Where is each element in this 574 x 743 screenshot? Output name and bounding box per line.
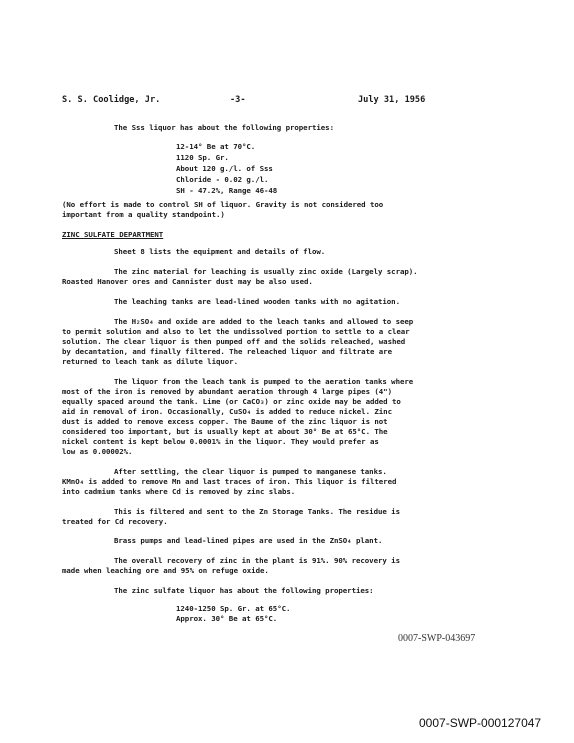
note-line: (No effort is made to control SH of liquor. Gravity is not considered too — [62, 200, 384, 209]
paragraph-line: Brass pumps and lead-lined pipes are used in the ZnSO₄ plant. — [114, 536, 383, 545]
property-line: Chloride - 0.02 g./l. — [176, 175, 269, 184]
note-line: important from a quality standpoint.) — [62, 210, 225, 219]
paragraph-line: treated for Cd recovery. — [62, 517, 168, 526]
bates-stamp-original: 0007-SWP-043697 — [398, 633, 476, 644]
paragraph-line: The H₂SO₄ and oxide are added to the leach tanks and allowed to seep — [114, 317, 414, 326]
paragraph-line: dust is added to remove excess copper. The Baume of the zinc liquor is not — [62, 417, 388, 426]
property-line: 12-14° Be at 70°C. — [176, 142, 256, 151]
paragraph-line: considered too important, but is usually kept at about 30° Be at 65°C. The — [62, 427, 388, 436]
paragraph-line: into cadmium tanks where Cd is removed by zinc slabs. — [62, 487, 296, 496]
property-line: About 120 g./l. of Sss — [176, 164, 273, 173]
paragraph-line: The leaching tanks are lead-lined wooden tanks with no agitation. — [114, 297, 400, 306]
paragraph-line: nickel content is kept below 0.0001% in the liquor. They would prefer as — [62, 437, 379, 446]
paragraph-line: KMnO₄ is added to remove Mn and last traces of iron. This liquor is filtered — [62, 477, 397, 486]
letter-header — [62, 95, 522, 109]
paragraph-line: by decantation, and finally filtered. The releached liquor and filtrate are — [62, 347, 392, 356]
paragraph-line: equally spaced around the tank. Lime (or CaCO₃) or zinc oxide may be added to — [62, 397, 401, 406]
section-heading: ZINC SULFATE DEPARTMENT — [62, 230, 164, 239]
paragraph-line: to permit solution and also to let the undissolved portion to settle to a clear — [62, 327, 410, 336]
bates-stamp: 0007-SWP-000127047 — [419, 716, 542, 730]
paragraph-line: Roasted Hanover ores and Cannister dust may be also used. — [62, 277, 313, 286]
paragraph-line: low as 0.00002%. — [62, 447, 133, 456]
paragraph-line: The zinc material for leaching is usually zinc oxide (Largely scrap). — [114, 267, 418, 276]
intro-line: The Sss liquor has about the following properties: — [114, 123, 334, 132]
paragraph-line: The zinc sulfate liquor has about the following properties: — [114, 586, 374, 595]
property-line: 1240-1250 Sp. Gr. at 65°C. — [176, 604, 291, 613]
paragraph-line: aid in removal of iron. Occasionally, CuSO₄ is added to reduce nickel. Zinc — [62, 407, 392, 416]
paragraph-line: Sheet 8 lists the equipment and details of flow. — [114, 247, 326, 256]
paragraph-line: returned to leach tank as dilute liquor. — [62, 357, 238, 366]
paragraph-line: After settling, the clear liquor is pumped to manganese tanks. — [114, 467, 387, 476]
paragraph-line: solution. The clear liquor is then pumped off and the solids releached, washed — [62, 337, 406, 346]
paragraph-line: The liquor from the leach tank is pumped to the aeration tanks where — [114, 377, 414, 386]
property-line: 1120 Sp. Gr. — [176, 153, 229, 162]
paragraph-line: most of the iron is removed by abundant aeration through 4 large pipes (4") — [62, 387, 392, 396]
property-line: Approx. 30° Be at 65°C. — [176, 614, 278, 623]
paragraph-line: The overall recovery of zinc in the plant is 91%. 90% recovery is — [114, 556, 400, 565]
recipient-name: S. S. Coolidge, Jr. — [62, 95, 161, 105]
property-line: SH - 47.2%, Range 46-48 — [176, 186, 278, 195]
letter-date: July 31, 1956 — [358, 95, 426, 105]
paragraph-line: made when leaching ore and 95% on refuge oxide. — [62, 566, 269, 575]
paragraph-line: This is filtered and sent to the Zn Storage Tanks. The residue is — [114, 507, 400, 516]
page-number: -3- — [230, 95, 246, 105]
